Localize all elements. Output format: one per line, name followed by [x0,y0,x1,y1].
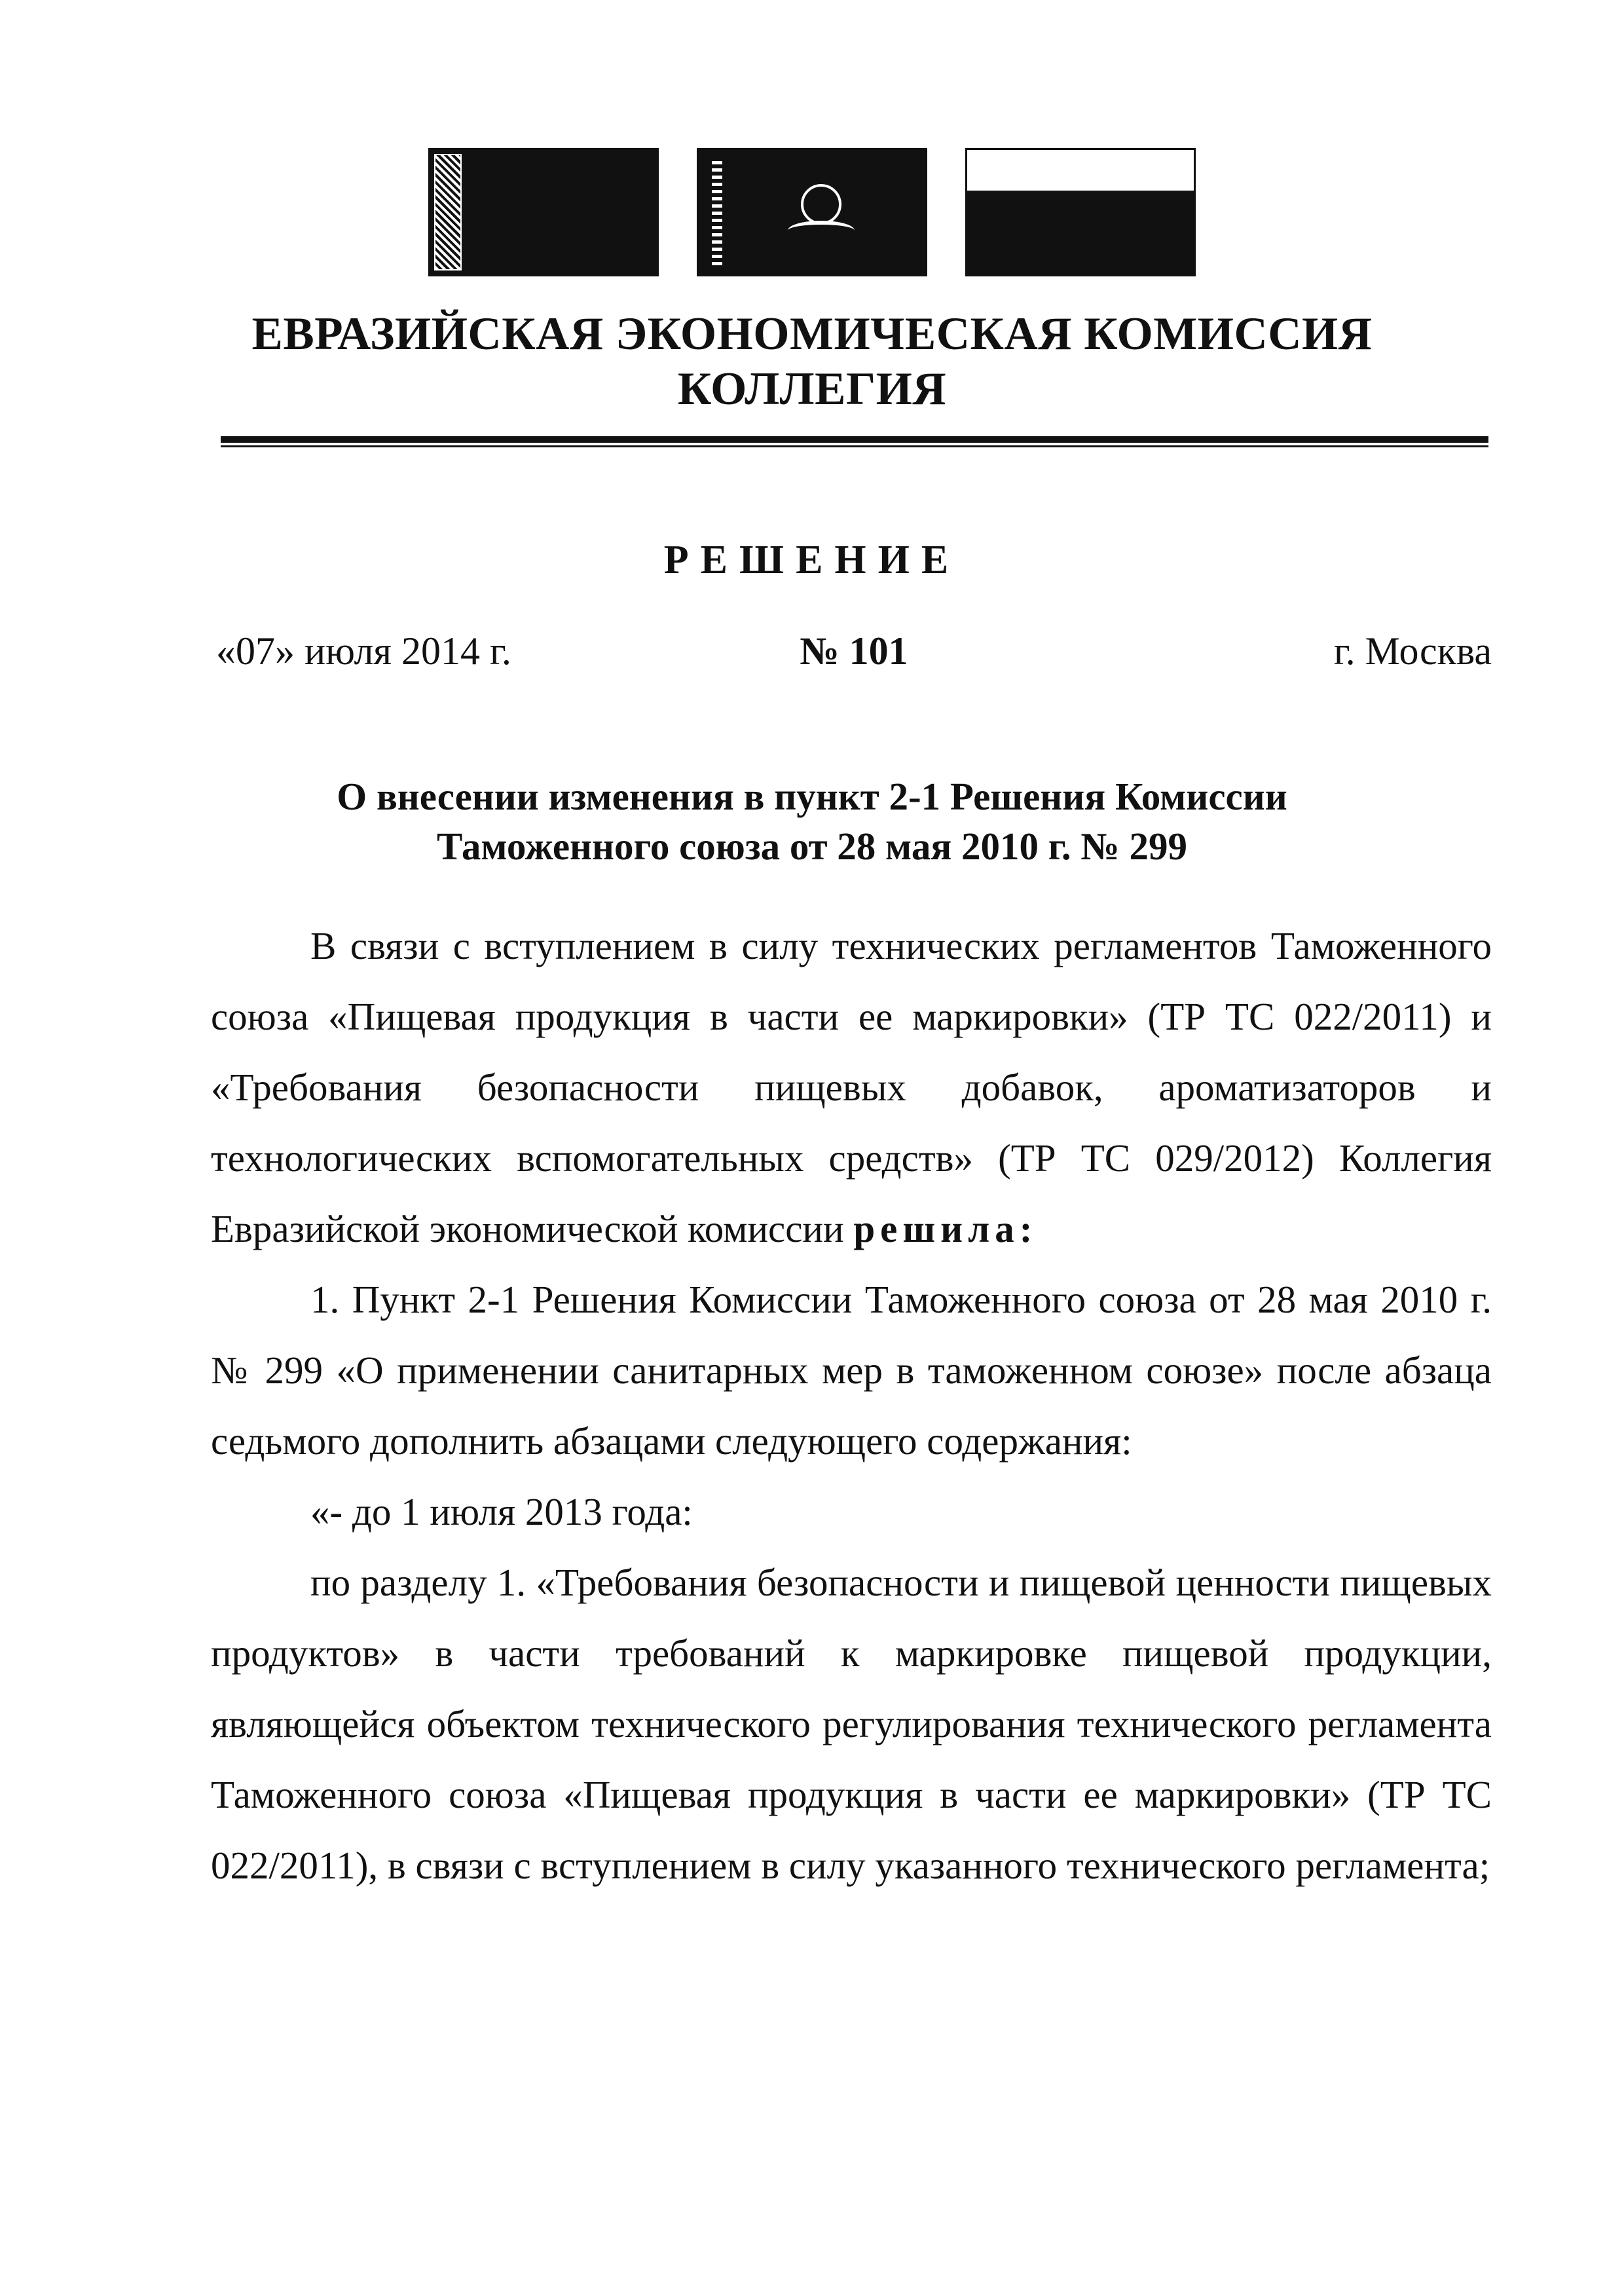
decision-meta [216,629,1492,681]
paragraph-date-clause: «- до 1 июля 2013 года: [310,1490,693,1533]
paragraph-preamble [211,910,1492,1264]
paragraph-item-1: 1. Пункт 2-1 Решения Комиссии Таможенного союза от 28 мая 2010 г. № 299 «О применении санитарных мер в таможенном союзе» после абзаца седьмого дополнить абзацами следующего содержания: [211,1278,1492,1463]
organization-title [0,307,1624,417]
decision-date: «07» июля 2014 г. [216,629,511,673]
header-rule [221,436,1488,443]
document-type: РЕШЕНИЕ [663,538,961,582]
subject-line-2: Таможенного союза от 28 мая 2010 г. № 299 [437,825,1187,868]
org-body: КОЛЛЕГИЯ [677,364,947,415]
kazakhstan-flag-icon [697,148,927,276]
header-rule-thin [221,445,1488,447]
document-body [211,910,1492,1901]
paragraph-section-1: по разделу 1. «Требования безопасности и пищевой ценности пищевых продуктов» в части требований к маркировке пищевой продукции, являющейся объектом технического регулирования технического регламента Таможенного союза «Пищевая продукция в части ее маркировки» (ТР ТС 022/2011), в связи с вступлением в силу указанного технического регламента; [211,1561,1492,1887]
russia-flag-icon [965,148,1196,276]
preamble-text: В связи с вступлением в силу технических регламентов Таможенного союза «Пищевая продукция в части ее маркировки» (ТР ТС 022/2011) и «Требования безопасности пищевых добавок, ароматизаторов и технологических вспомогательных средств» (ТР ТС 029/2012) Коллегия Евразийской экономической комиссии [211,924,1492,1250]
belarus-flag-icon [428,148,659,276]
flags-row [0,148,1624,276]
resolved-word: решила: [853,1207,1038,1250]
subject-line-1: О внесении изменения в пункт 2-1 Решения Комиссии [337,775,1287,818]
decision-subject [0,772,1624,871]
decision-number: № 101 [800,629,908,673]
decision-city: г. Москва [1333,629,1492,673]
org-name: ЕВРАЗИЙСКАЯ ЭКОНОМИЧЕСКАЯ КОМИССИЯ [251,308,1373,360]
